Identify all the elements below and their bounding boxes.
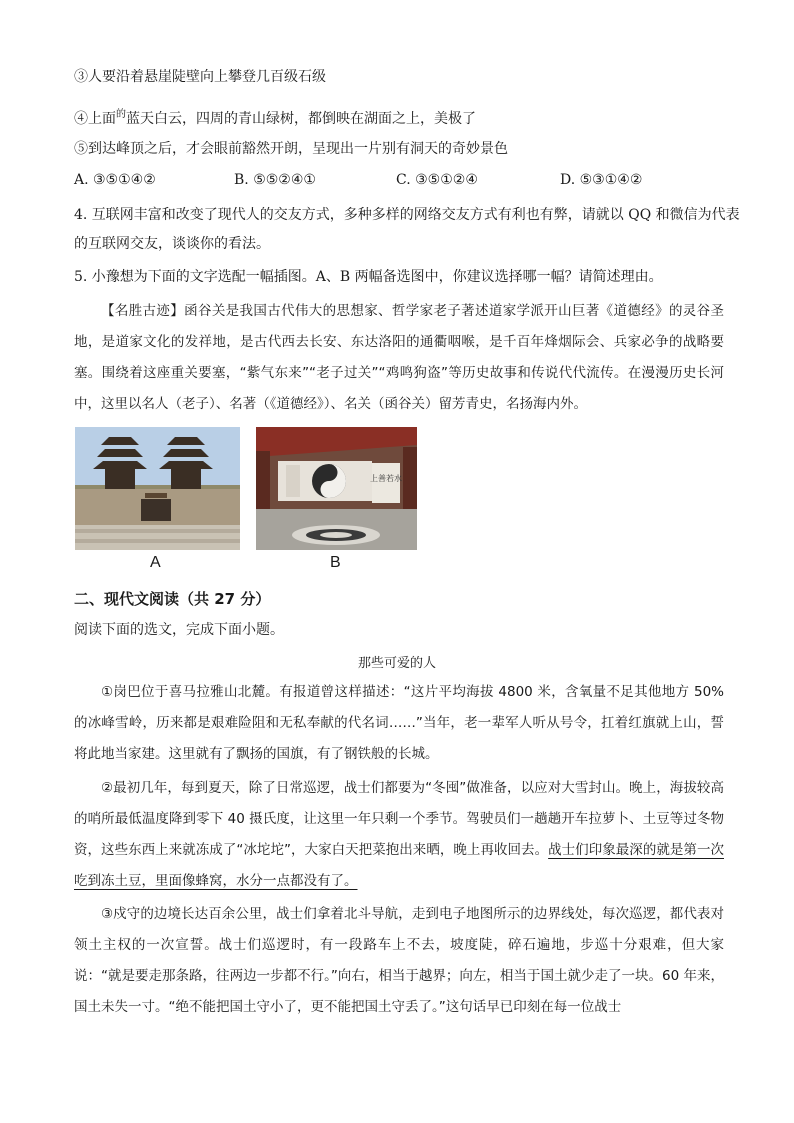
sign-text: 上善若水 [370, 474, 402, 483]
image-a-label: A [150, 554, 161, 571]
image-b[interactable] [256, 427, 421, 550]
option-c[interactable]: C. ③⑤①②④ [396, 172, 478, 188]
image-b-label: B [330, 554, 341, 571]
paragraph-3: ③戍守的边境长达百余公里，战士们拿着北斗导航，走到电子地图所示的边界线处，每次巡逻，都代表对领土主权的一次宣誓。战士们巡逻时，有一段路车上不去，坡度陡，碎石遍地，步巡十分艰难，但大家说：“就是要走那条路，往两边一步都不行。”向右，相当于越界；向左，相当于国土就少走了一块。60 年来，国土未失一寸。“绝不能把国土守小了，更不能把国土守丢了。”这句话早已印刻在每一位战士 [74, 906, 724, 1015]
article-title: 那些可爱的人 [357, 656, 436, 671]
option-d[interactable]: D. ⑤③①④② [560, 172, 643, 188]
scenic-spot-text: 【名胜古迹】函谷关是我国古代伟大的思想家、哲学家老子著述道家学派开山巨著《道德经》的灵谷圣地，是道家文化的发祥地，是古代西去长安、东达洛阳的通衢咽喉，是千百年烽烟际会、兵家必争的战略要塞。围绕着这座重关要塞，“紫气东来”“老子过关”“鸡鸣狗盗”等历史故事和传说代代流传。在漫漫历史长河中，这里以名人（老子）、名著（《道德经》）、名关（函谷关）留芳青史，名扬海内外。 [74, 303, 724, 412]
sentence-4-start: ④上面 [74, 111, 116, 127]
paragraph-2-text: ②最初几年，每到夏天，除了日常巡逻，战士们都要为“冬囤”做准备，以应对大雪封山。晚上，海拔较高的哨所最低温度降到零下 40 摄氏度，让这里一年只剩一个季节。驾驶员们一趟趟开车拉萝卜、土豆等过冬物资，这些东西上来就冻成了“冰坨坨”，大家白天把菜抱出来晒，晚上再收回去。 [74, 780, 724, 858]
question-5: 5. 小豫想为下面的文字选配一幅插图。A、B 两幅备选图中，你建议选择哪一幅？请简述理由。 [74, 269, 663, 285]
taiji-courtyard-picture [256, 427, 417, 550]
section-heading: 二、现代文阅读（共 27 分） [74, 590, 271, 608]
sentence-5: ⑤到达峰顶之后，才会眼前豁然开朗，呈现出一片别有洞天的奇妙景色 [74, 141, 508, 157]
option-a[interactable]: A. ③⑤①④② [74, 172, 156, 188]
paragraph-2 [74, 773, 724, 897]
paragraph-1: ①岗巴位于喜马拉雅山北麓。有报道曾这样描述：“这片平均海拔 4800 米，含氧量不足其他地方 50% 的冰峰雪岭，历来都是艰难险阻和无私奉献的代名词……”当年，老一辈军人听从号令，扛着红旗就上山，誓将此地当家建。这里就有了飘扬的国旗，有了钢铁般的长城。 [74, 684, 724, 762]
paragraph-2-underlined: 战士们印象最深的就是第一次吃到冻土豆，里面像蜂窝，水分一点都没有了。 [74, 842, 724, 889]
sentence-4 [74, 105, 476, 129]
sentence-4-rest: 蓝天白云，四周的青山绿树，都倒映在湖面之上，美极了 [126, 111, 476, 127]
question-4-line-1: 4. 互联网丰富和改变了现代人的交友方式，多种多样的网络交友方式有利也有弊，请就以 QQ 和微信为代表 [74, 207, 740, 223]
option-b[interactable]: B. ⑤⑤②④① [234, 172, 316, 188]
question-4-line-2: 的互联网交友，谈谈你的看法。 [74, 236, 270, 252]
image-a[interactable] [75, 427, 240, 550]
answer-options [74, 172, 734, 192]
sentence-4-superscript: 的 [116, 109, 126, 120]
pagoda-gate-picture [75, 427, 240, 550]
sentence-3: ③人要沿着悬崖陡壁向上攀登几百级石级 [74, 69, 326, 85]
reading-instruction: 阅读下面的选文，完成下面小题。 [74, 622, 284, 638]
